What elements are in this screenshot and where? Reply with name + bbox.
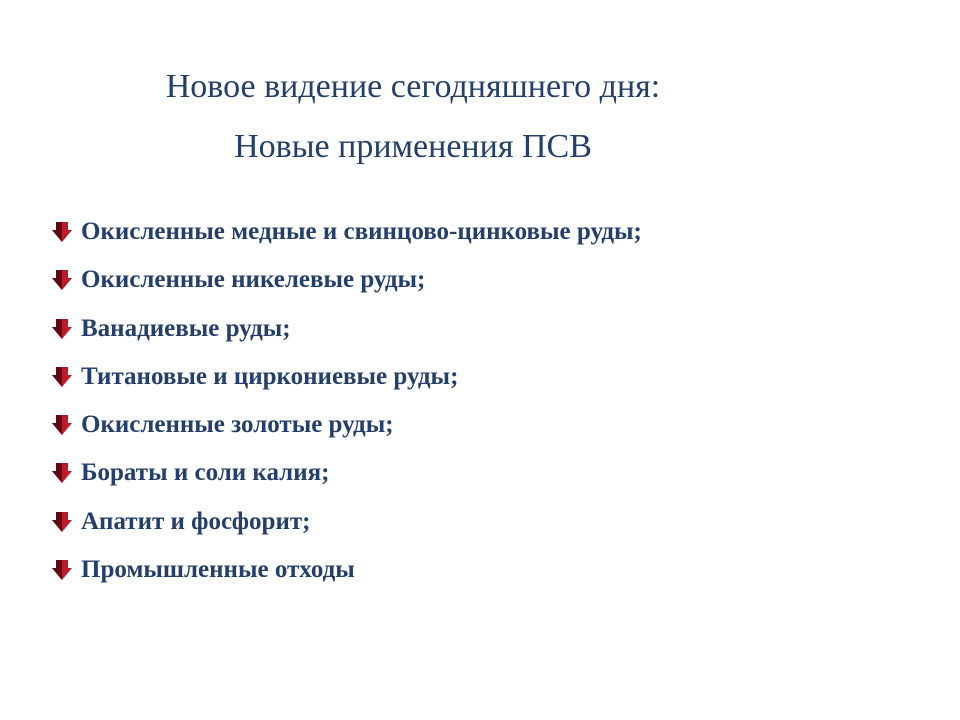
arrow-bullet-icon: [52, 222, 72, 244]
bullet-list: [52, 212, 642, 598]
arrow-bullet-icon: [52, 415, 72, 437]
list-item-text: Окисленные медные и свинцово-цинковые руды;: [81, 218, 642, 245]
arrow-bullet-icon: [52, 367, 72, 389]
list-item-text: Апатит и фосфорит;: [81, 507, 311, 535]
arrow-bullet-icon: [52, 560, 72, 582]
slide-title: Новое видение сегодняшнего дня:: [165, 68, 661, 105]
arrow-bullet-icon: [52, 512, 72, 534]
list-item-text: Окисленные золотые руды;: [81, 411, 394, 439]
arrow-bullet-icon: [52, 319, 72, 341]
arrow-bullet-icon: [52, 270, 72, 292]
list-item-text: Титановые и циркониевые руды;: [81, 362, 459, 390]
list-item: [52, 453, 642, 501]
slide-subtitle: Новые применения ПСВ: [234, 128, 592, 165]
list-item: [52, 357, 642, 405]
list-item: [52, 550, 642, 598]
list-item: [52, 405, 642, 453]
list-item: [52, 260, 642, 308]
list-item-text: Окисленные никелевые руды;: [81, 266, 426, 294]
list-item-text: Промышленные отходы: [81, 556, 355, 584]
list-item: [52, 212, 642, 260]
list-item-text: Бораты и соли калия;: [81, 459, 330, 487]
arrow-bullet-icon: [52, 463, 72, 485]
list-item: [52, 502, 642, 550]
list-item: [52, 309, 642, 357]
list-item-text: Ванадиевые руды;: [81, 314, 291, 342]
